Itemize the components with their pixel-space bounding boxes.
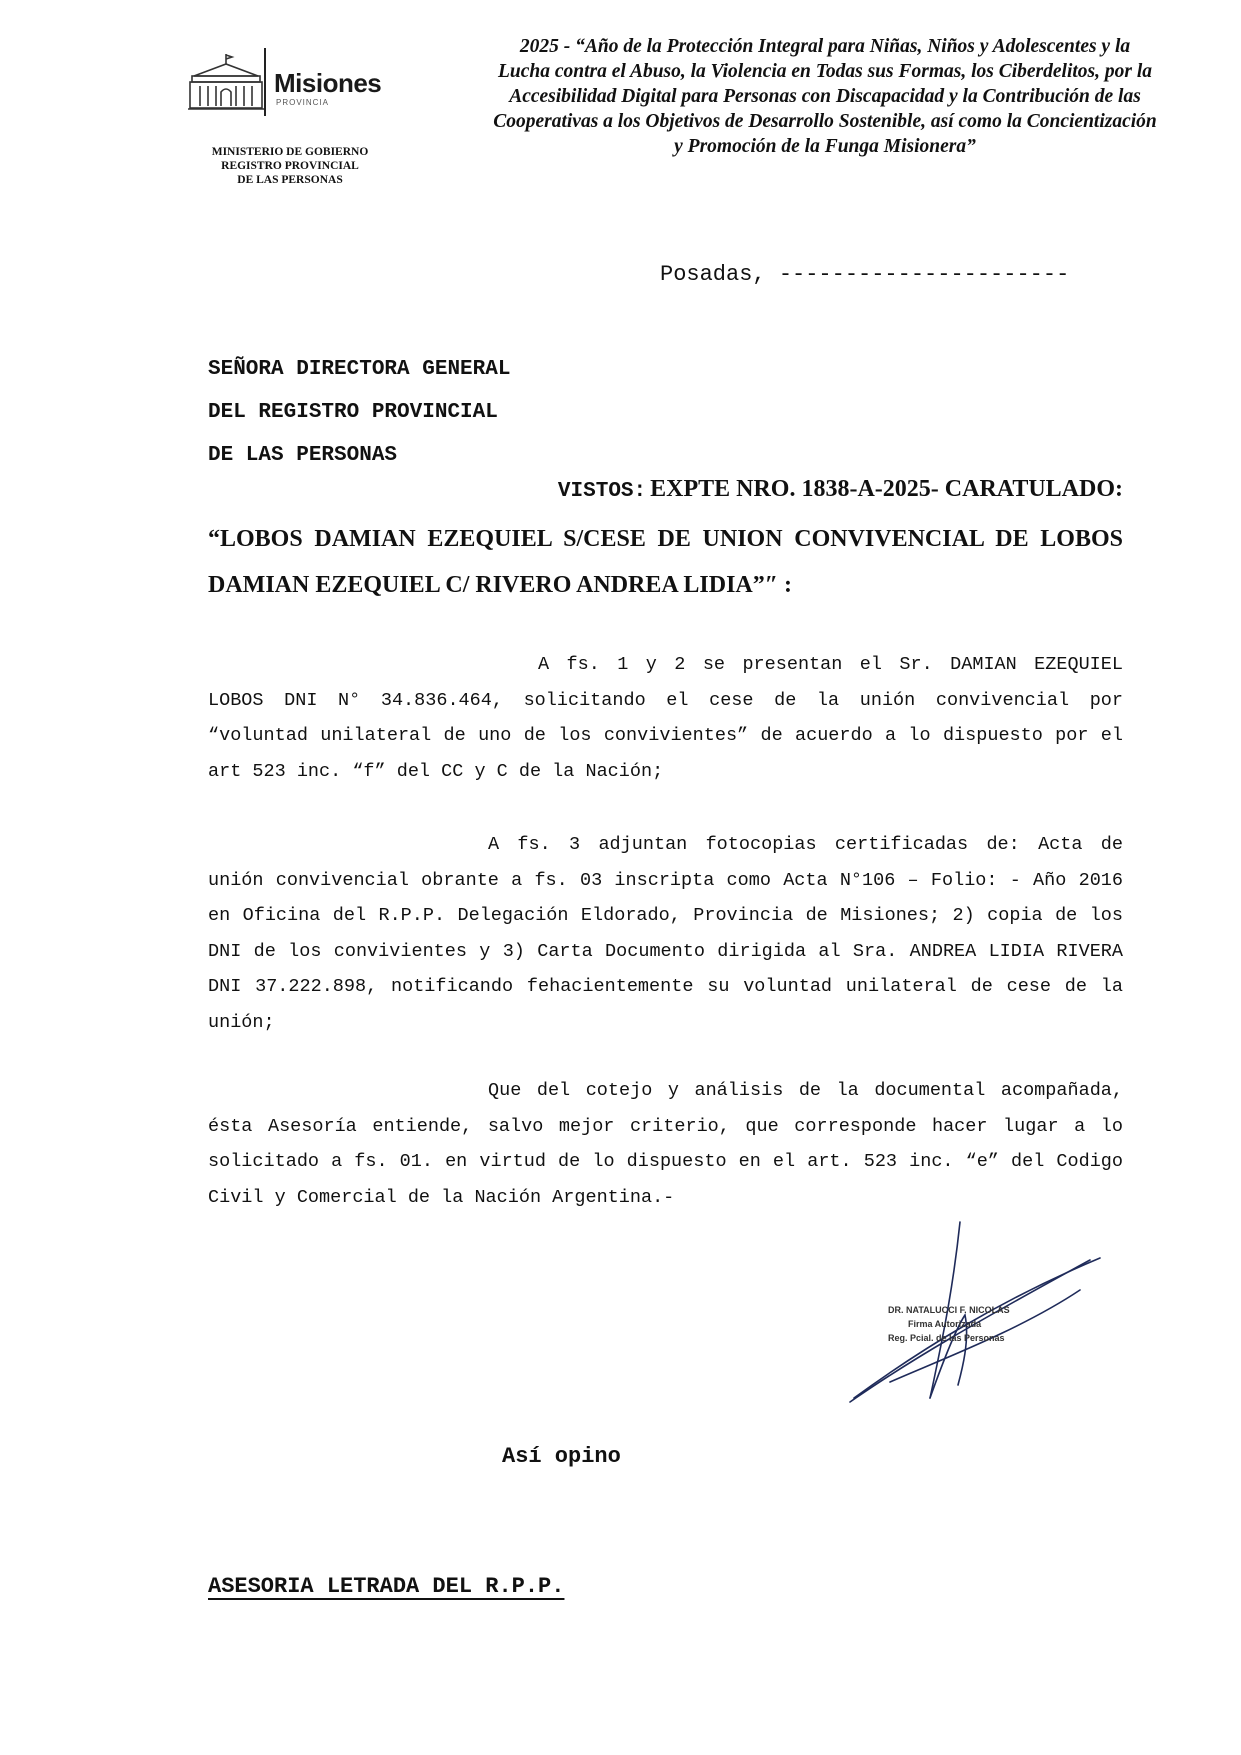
- closing-text: Así opino: [502, 1444, 621, 1469]
- addressee-line: DEL REGISTRO PROVINCIAL: [208, 401, 498, 424]
- vistos-line: [208, 476, 1123, 503]
- year-motto-line: Lucha contra el Abuso, la Violencia en Todas sus Formas, los Ciberdelitos, por la: [497, 61, 1153, 82]
- office-signature: ASESORIA LETRADA DEL R.P.P.: [208, 1574, 565, 1599]
- ministry-line: MINISTERIO DE GOBIERNO: [211, 146, 369, 158]
- year-motto-line: y Promoción de la Funga Misionera”: [674, 136, 976, 157]
- date-line: Posadas, ----------------------: [660, 262, 1070, 287]
- stamp-line: Firma Autorizada: [908, 1319, 982, 1329]
- caratula: “LOBOS DAMIAN EZEQUIEL S/CESE DE UNION CONVIVENCIAL DE LOBOS DAMIAN EZEQUIEL C/ RIVERO ANDREA LIDIA”″ :: [208, 526, 1123, 598]
- expediente-number: EXPTE NRO. 1838-A-2025- CARATULADO:: [650, 476, 1123, 502]
- ministry-line: DE LAS PERSONAS: [237, 174, 343, 186]
- paragraph-text: A fs. 3 adjuntan fotocopias certificadas de: Acta de unión convivencial obrante a fs. 03 inscripta como Acta N°106 – Folio: - Año 2016 en Oficina del R.P.P. Delegación Eldorado, Provincia de Misiones; 2) copia de los DNI de los convivientes y 3) Carta Documento dirigida al Sra. ANDREA LIDIA RIVERA DNI 37.222.898, notificando fehacientemente su voluntad unilateral de cese de la unión;: [208, 834, 1123, 1033]
- addressee-block: [208, 348, 510, 477]
- addressee-line: DE LAS PERSONAS: [208, 444, 398, 467]
- year-motto-line: Accesibilidad Digital para Personas con Discapacidad y la Contribución de las: [509, 86, 1141, 107]
- stamp-line: DR. NATALUCCI F. NICOLAS: [888, 1305, 1010, 1315]
- addressee-line: SEÑORA DIRECTORA GENERAL: [208, 358, 511, 381]
- vistos-label: VISTOS:: [557, 480, 647, 503]
- signature-block: [830, 1220, 1120, 1420]
- ministry-line: REGISTRO PROVINCIAL: [221, 160, 359, 172]
- paragraph-text: Que del cotejo y análisis de la documental acompañada, ésta Asesoría entiende, salvo mejor criterio, que corresponde hacer lugar a lo solicitado a fs. 01. en virtud de lo dispuesto en el art. 523 inc. “e” del Codigo Civil y Comercial de la Nación Argentina.-: [208, 1080, 1123, 1208]
- paragraph-3: [208, 1073, 1123, 1215]
- paragraph-text: A fs. 1 y 2 se presentan el Sr. DAMIAN EZEQUIEL LOBOS DNI N° 34.836.464, solicitando el cese de la unión convivencial por “voluntad unilateral de uno de los convivientes” de acuerdo a lo dispuesto por el art 523 inc. “f” del CC y C de la Nación;: [208, 654, 1123, 782]
- year-motto: [455, 34, 1195, 159]
- year-motto-line: Cooperativas a los Objetivos de Desarrollo Sostenible, así como la Concientización: [493, 111, 1157, 132]
- logo-name: Misiones: [274, 68, 382, 98]
- logo-divider: [264, 48, 266, 116]
- logo-subtitle: PROVINCIA: [276, 98, 330, 107]
- paragraph-1: [208, 647, 1123, 789]
- signature-stamp: [888, 1303, 1010, 1345]
- government-building-icon: [186, 52, 266, 112]
- ministry-block: [190, 145, 390, 187]
- misiones-logo: [186, 46, 396, 116]
- paragraph-2: [208, 827, 1123, 1040]
- year-motto-line: 2025 - “Año de la Protección Integral para Niñas, Niños y Adolescentes y la: [519, 36, 1131, 57]
- stamp-line: Reg. Pcial. de las Personas: [888, 1333, 1005, 1343]
